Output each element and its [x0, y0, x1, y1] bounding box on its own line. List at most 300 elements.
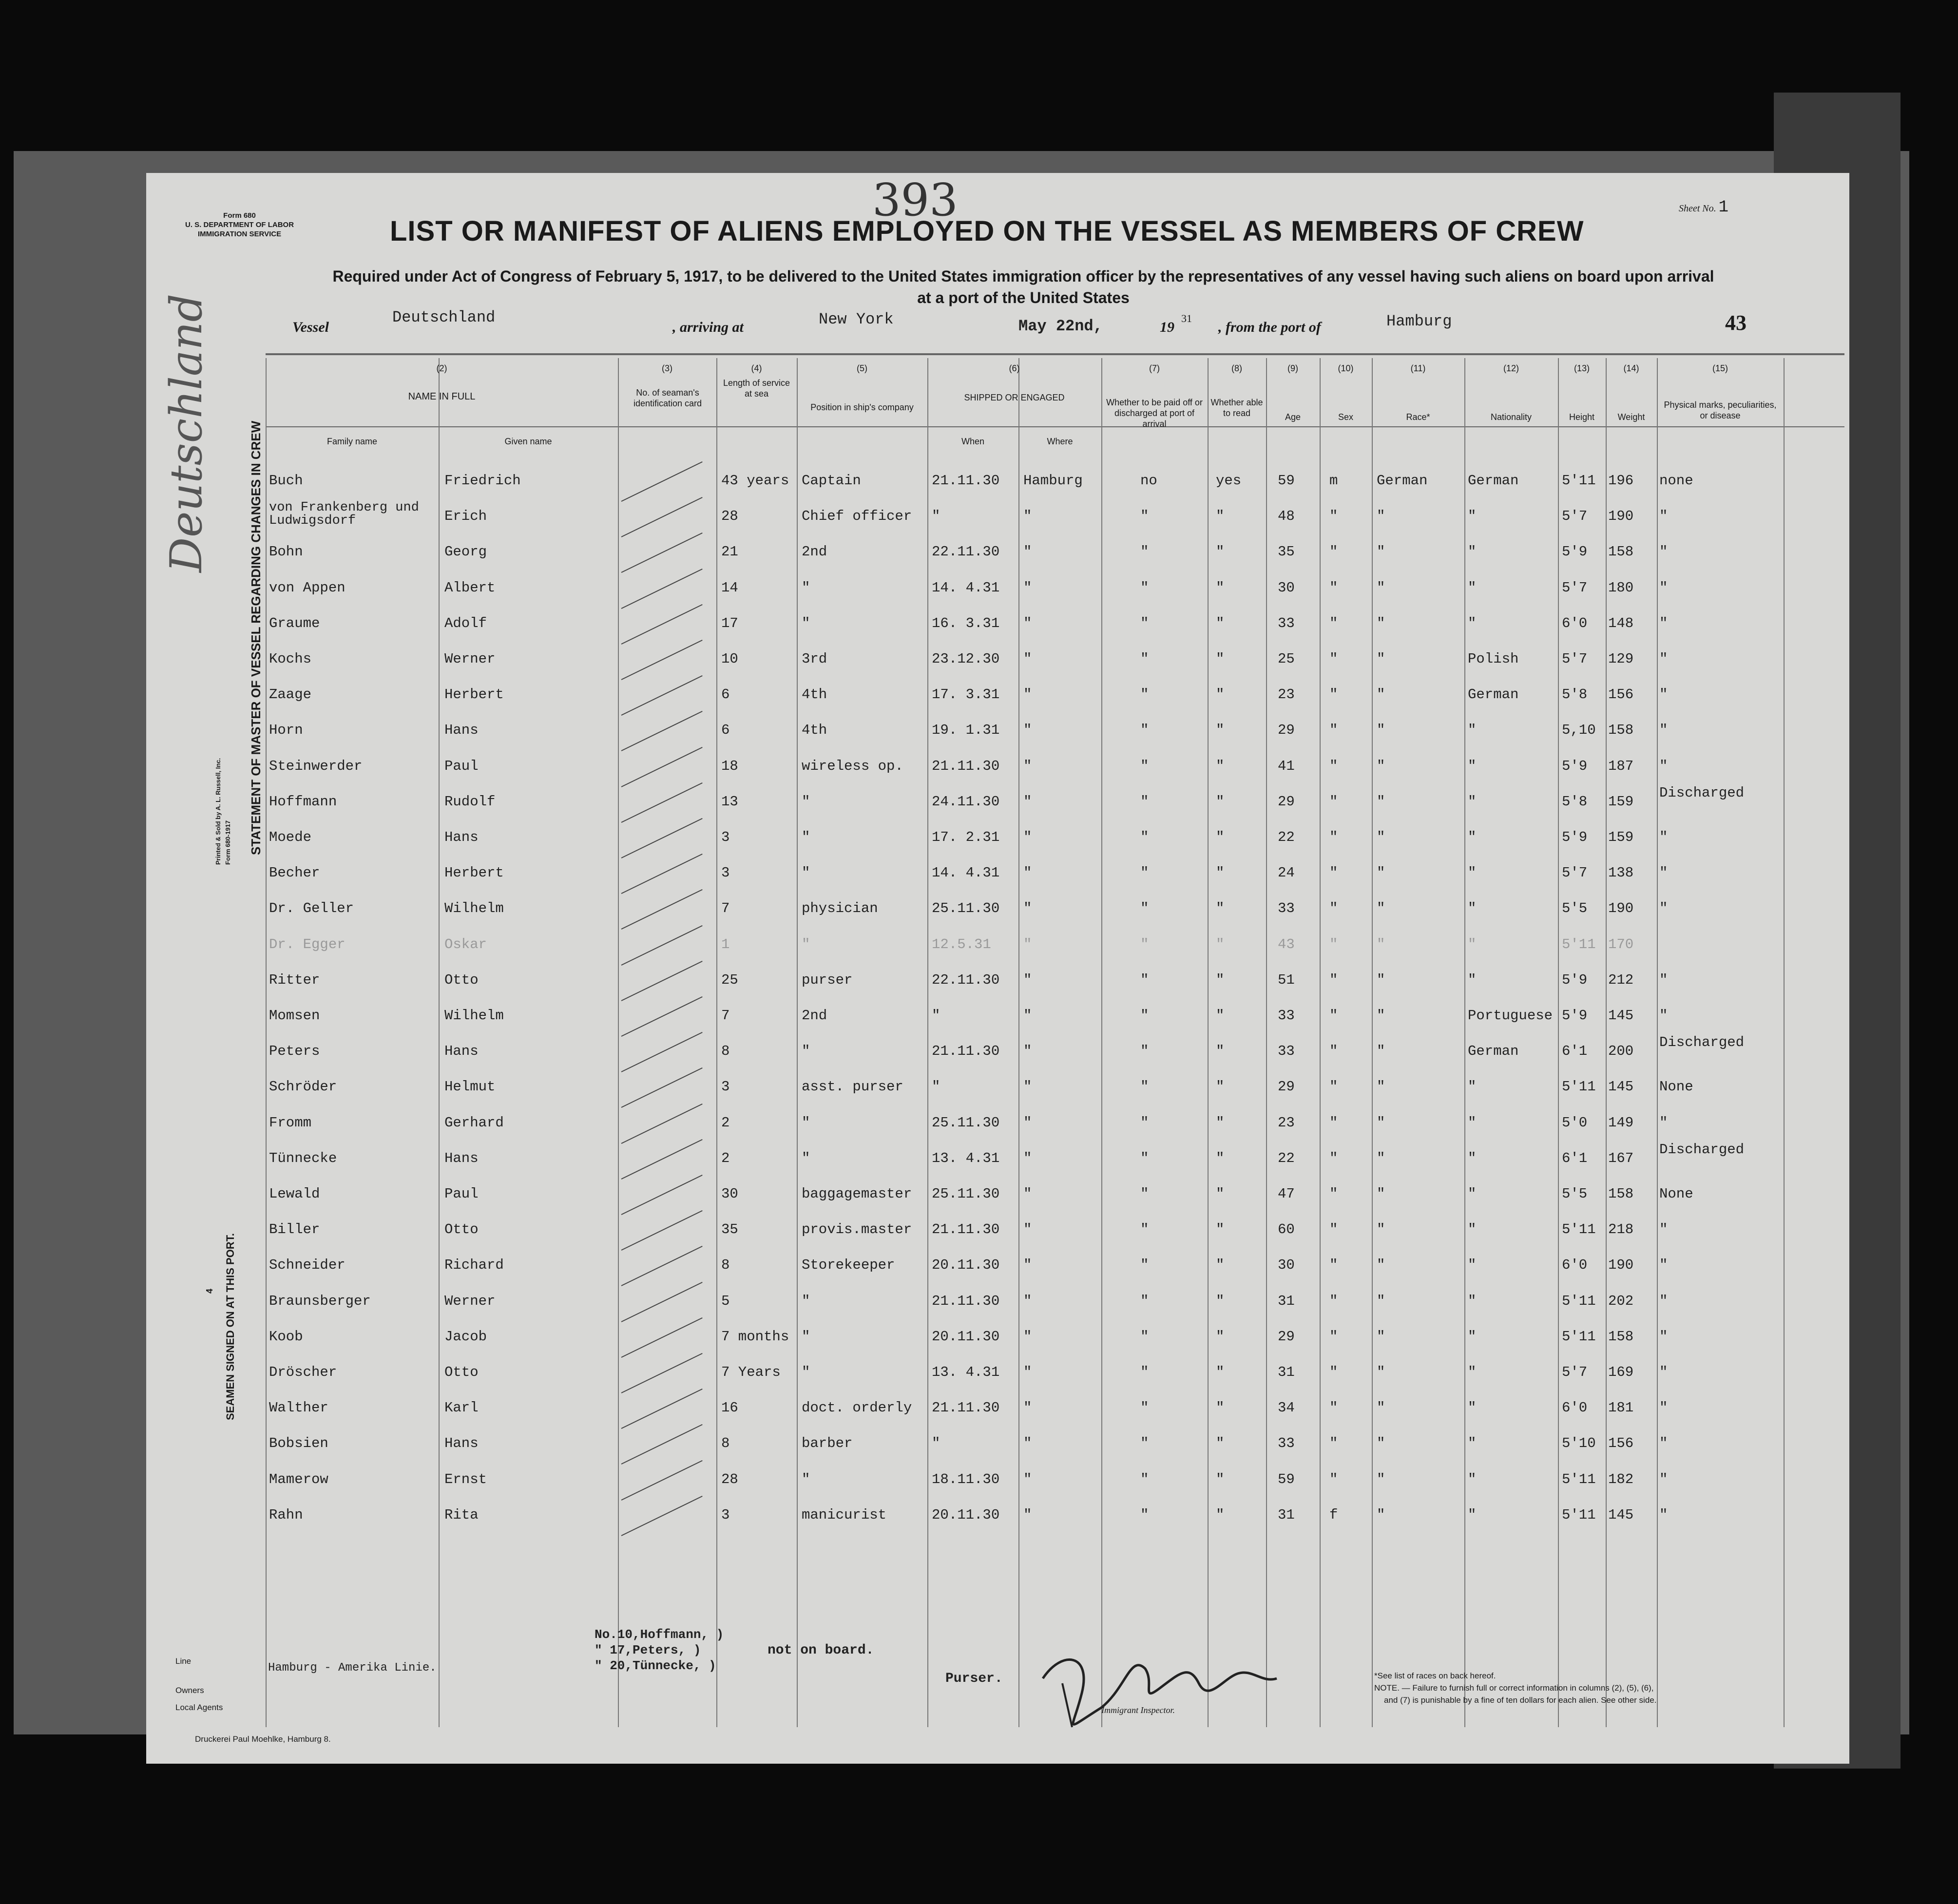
position-cell: purser	[802, 971, 853, 988]
given-name-cell: Wilhelm	[444, 1008, 504, 1024]
weight-cell: 187	[1608, 758, 1634, 774]
weight-cell: 180	[1608, 579, 1634, 596]
race-cell: "	[1377, 1257, 1385, 1274]
col-4-header: Length of service at sea	[723, 378, 790, 399]
race-cell: "	[1377, 508, 1385, 525]
nationality-cell: German	[1468, 473, 1519, 489]
arriving-label: , arriving at	[672, 319, 744, 335]
able-to-read-cell: "	[1216, 686, 1225, 703]
checkmark-icon	[621, 1032, 703, 1072]
race-cell: "	[1377, 793, 1385, 810]
race-cell: "	[1377, 1471, 1385, 1487]
nationality-cell: "	[1468, 829, 1477, 845]
age-cell: 25	[1278, 651, 1295, 667]
given-name-cell: Karl	[444, 1400, 479, 1416]
position-cell: "	[802, 615, 810, 631]
family-name-cell: Schröder	[269, 1079, 337, 1095]
able-to-read-cell: "	[1216, 615, 1225, 631]
family-name-cell: von Appen	[269, 579, 346, 596]
height-cell: 5'7	[1562, 865, 1588, 881]
service-length-cell: 7 Years	[721, 1364, 781, 1380]
family-name-cell: Horn	[269, 722, 303, 739]
family-name-cell: Walther	[269, 1400, 328, 1416]
able-to-read-cell: yes	[1216, 473, 1242, 489]
checkmark-icon	[621, 1104, 703, 1144]
given-name-cell: Rita	[444, 1506, 479, 1523]
nationality-cell: "	[1468, 544, 1477, 560]
position-cell: "	[802, 1328, 810, 1345]
shipped-when-cell: 21.11.30	[932, 473, 1000, 489]
given-name-cell: Wilhelm	[444, 900, 504, 917]
able-to-read-cell: "	[1216, 971, 1225, 988]
able-to-read-cell: "	[1216, 579, 1225, 596]
family-name-cell: Buch	[269, 473, 303, 489]
col-12-number: (12)	[1503, 363, 1519, 373]
col-8-number: (8)	[1231, 363, 1242, 373]
age-cell: 29	[1278, 1328, 1295, 1345]
shipped-where-cell: "	[1023, 829, 1032, 845]
shipped-when-cell: 12.5.31	[932, 936, 991, 952]
paid-off-cell: "	[1140, 544, 1149, 560]
race-cell: "	[1377, 1364, 1385, 1380]
able-to-read-cell: "	[1216, 1328, 1225, 1345]
shipped-where-cell: "	[1023, 1364, 1032, 1380]
col-divider	[1266, 358, 1267, 1727]
col-divider	[1101, 358, 1102, 1727]
position-cell: "	[802, 1043, 810, 1060]
sex-cell: "	[1329, 1114, 1338, 1131]
shipped-where-cell: "	[1023, 1221, 1032, 1238]
checkmark-icon	[621, 640, 703, 680]
service-length-cell: 35	[721, 1221, 738, 1238]
age-cell: 59	[1278, 473, 1295, 489]
position-cell: "	[802, 1364, 810, 1380]
weight-cell: 200	[1608, 1043, 1634, 1060]
sex-cell: "	[1329, 651, 1338, 667]
able-to-read-cell: "	[1216, 544, 1225, 560]
paid-off-cell: "	[1140, 1257, 1149, 1274]
service-length-cell: 30	[721, 1186, 738, 1202]
checkmark-icon	[621, 1424, 703, 1465]
position-cell: 2nd	[802, 544, 827, 560]
position-cell: "	[802, 579, 810, 596]
family-name-cell: Momsen	[269, 1008, 320, 1024]
height-cell: 5'7	[1562, 1364, 1588, 1380]
checkmark-icon	[621, 711, 703, 751]
col-divider	[1784, 358, 1785, 1727]
shipped-where-cell: "	[1023, 971, 1032, 988]
checkmark-icon	[621, 1317, 703, 1358]
given-name-cell: Paul	[444, 758, 479, 774]
able-to-read-cell: "	[1216, 1150, 1225, 1166]
race-cell: "	[1377, 615, 1385, 631]
shipped-when-cell: 21.11.30	[932, 1293, 1000, 1309]
service-length-cell: 10	[721, 651, 738, 667]
handwritten-vessel: Deutschland	[161, 293, 212, 572]
physical-marks-cell: none	[1659, 473, 1693, 489]
nationality-cell: "	[1468, 1186, 1477, 1202]
able-to-read-cell: "	[1216, 1043, 1225, 1060]
col-divider	[1018, 358, 1019, 1727]
age-cell: 59	[1278, 1471, 1295, 1487]
paid-off-cell: "	[1140, 900, 1149, 917]
paid-off-cell: "	[1140, 1293, 1149, 1309]
family-name-cell: Bohn	[269, 544, 303, 560]
family-name-cell: Moede	[269, 829, 312, 845]
shipped-where-cell: "	[1023, 1471, 1032, 1487]
weight-cell: 158	[1608, 722, 1634, 739]
service-length-cell: 2	[721, 1114, 730, 1131]
weight-cell: 218	[1608, 1221, 1634, 1238]
race-cell: "	[1377, 1043, 1385, 1060]
service-length-cell: 14	[721, 579, 738, 596]
age-cell: 23	[1278, 686, 1295, 703]
physical-marks-cell: None	[1659, 1186, 1693, 1202]
sex-cell: "	[1329, 900, 1338, 917]
col-13-header: Height	[1569, 412, 1595, 422]
position-cell: 3rd	[802, 651, 827, 667]
shipped-where-cell: "	[1023, 1150, 1032, 1166]
physical-marks-cell: "	[1659, 900, 1668, 917]
physical-marks-cell: "	[1659, 865, 1668, 881]
physical-marks-cell: "	[1659, 1328, 1668, 1345]
col-9-number: (9)	[1287, 363, 1298, 373]
race-cell: German	[1377, 473, 1428, 489]
col-4-number: (4)	[751, 363, 762, 373]
shipped-when-cell: 18.11.30	[932, 1471, 1000, 1487]
not-on-board-note-1: No.10,Hoffmann, )	[595, 1627, 724, 1642]
col-divider	[716, 358, 717, 1727]
col-divider	[1657, 358, 1658, 1727]
family-name-cell: Dr. Geller	[269, 900, 354, 917]
position-cell: "	[802, 865, 810, 881]
subtitle-line-1: Required under Act of Congress of February 5, 1917, to be delivered to the United States immigration officer by the representatives of any vessel having such aliens on board upon arrival	[332, 267, 1714, 285]
able-to-read-cell: "	[1216, 1506, 1225, 1523]
family-name-cell: Braunsberger	[269, 1293, 371, 1309]
given-name-cell: Hans	[444, 829, 479, 845]
weight-cell: 182	[1608, 1471, 1634, 1487]
position-cell: "	[802, 829, 810, 845]
nationality-cell: "	[1468, 1150, 1477, 1166]
shipped-where-cell: "	[1023, 1043, 1032, 1060]
race-cell: "	[1377, 900, 1385, 917]
paid-off-cell: "	[1140, 1471, 1149, 1487]
given-name-cell: Georg	[444, 544, 487, 560]
family-name-cell: Bobsien	[269, 1435, 328, 1452]
checkmark-icon	[621, 1353, 703, 1393]
family-name-cell: Lewald	[269, 1186, 320, 1202]
race-cell: "	[1377, 1221, 1385, 1238]
given-name-cell: Werner	[444, 651, 496, 667]
age-cell: 29	[1278, 722, 1295, 739]
height-cell: 5'9	[1562, 758, 1588, 774]
race-cell: "	[1377, 829, 1385, 845]
service-length-cell: 3	[721, 865, 730, 881]
seamen-count: 4	[205, 1288, 214, 1294]
race-cell: "	[1377, 1400, 1385, 1416]
weight-cell: 158	[1608, 544, 1634, 560]
shipped-where-cell: "	[1023, 865, 1032, 881]
age-cell: 31	[1278, 1293, 1295, 1309]
nationality-cell: "	[1468, 1328, 1477, 1345]
age-cell: 43	[1278, 936, 1295, 952]
service-length-cell: 6	[721, 686, 730, 703]
shipped-where-cell: "	[1023, 1435, 1032, 1452]
col-divider	[439, 358, 440, 1727]
family-name-cell: Koob	[269, 1328, 303, 1345]
physical-marks-cell: "	[1659, 1008, 1668, 1024]
given-name-cell: Hans	[444, 1435, 479, 1452]
shipped-where-cell: "	[1023, 1186, 1032, 1202]
able-to-read-cell: "	[1216, 508, 1225, 525]
height-cell: 5'7	[1562, 579, 1588, 596]
sex-cell: "	[1329, 579, 1338, 596]
not-on-board-note-3: " 20,Tünnecke, )	[595, 1658, 716, 1673]
col-12-header: Nationality	[1490, 412, 1532, 422]
height-cell: 5'11	[1562, 1293, 1596, 1309]
shipped-where-cell: "	[1023, 579, 1032, 596]
shipped-when-cell: 13. 4.31	[932, 1364, 1000, 1380]
position-cell: baggagemaster	[802, 1186, 912, 1202]
sex-cell: "	[1329, 936, 1338, 952]
able-to-read-cell: "	[1216, 865, 1225, 881]
checkmark-icon	[621, 1139, 703, 1180]
height-cell: 5'8	[1562, 793, 1588, 810]
able-to-read-cell: "	[1216, 1400, 1225, 1416]
given-name-cell: Herbert	[444, 686, 504, 703]
family-name-cell: Schneider	[269, 1257, 346, 1274]
family-name-cell: Graume	[269, 615, 320, 631]
race-cell: "	[1377, 544, 1385, 560]
sex-cell: "	[1329, 1079, 1338, 1095]
sex-cell: "	[1329, 1257, 1338, 1274]
height-cell: 5'11	[1562, 1506, 1596, 1523]
height-cell: 5'5	[1562, 1186, 1588, 1202]
service-length-cell: 8	[721, 1257, 730, 1274]
sex-cell: "	[1329, 722, 1338, 739]
height-cell: 5'7	[1562, 651, 1588, 667]
given-name-cell: Paul	[444, 1186, 479, 1202]
family-name-cell: Peters	[269, 1043, 320, 1060]
sex-cell: "	[1329, 1043, 1338, 1060]
nationality-cell: "	[1468, 1293, 1477, 1309]
col-7-number: (7)	[1149, 363, 1160, 373]
checkmark-icon	[621, 782, 703, 823]
height-cell: 5'11	[1562, 473, 1596, 489]
shipped-when-cell: "	[932, 508, 941, 525]
family-name-cell: Ritter	[269, 971, 320, 988]
race-cell: "	[1377, 1008, 1385, 1024]
shipped-where-cell: "	[1023, 793, 1032, 810]
owners-label: Owners	[175, 1686, 204, 1695]
shipped-when-cell: 20.11.30	[932, 1257, 1000, 1274]
given-name-cell: Rudolf	[444, 793, 496, 810]
position-cell: "	[802, 1150, 810, 1166]
family-name-cell: Tünnecke	[269, 1150, 337, 1166]
able-to-read-cell: "	[1216, 1114, 1225, 1131]
sex-cell: "	[1329, 686, 1338, 703]
col-3-header: No. of seaman's identification card	[633, 388, 702, 408]
shipped-where-cell: "	[1023, 1114, 1032, 1131]
race-cell: "	[1377, 758, 1385, 774]
position-cell: 4th	[802, 722, 827, 739]
age-cell: 41	[1278, 758, 1295, 774]
sex-cell: "	[1329, 1435, 1338, 1452]
col-5-number: (5)	[857, 363, 867, 373]
shipped-where-cell: "	[1023, 686, 1032, 703]
physical-marks-cell: "	[1659, 1293, 1668, 1309]
paid-off-cell: "	[1140, 615, 1149, 631]
family-name-cell: Dröscher	[269, 1364, 337, 1380]
able-to-read-cell: "	[1216, 1008, 1225, 1024]
height-cell: 5'9	[1562, 1008, 1588, 1024]
nationality-cell: "	[1468, 1435, 1477, 1452]
height-cell: 6'1	[1562, 1043, 1588, 1060]
physical-marks-cell: "	[1659, 686, 1668, 703]
checkmark-icon	[621, 1389, 703, 1429]
shipped-where-cell: "	[1023, 544, 1032, 560]
page-mark: 43	[1725, 311, 1747, 335]
service-length-cell: 3	[721, 1079, 730, 1095]
given-name-cell: Otto	[444, 1364, 479, 1380]
service-length-cell: 3	[721, 829, 730, 845]
age-cell: 48	[1278, 508, 1295, 525]
paid-off-cell: no	[1140, 473, 1157, 489]
family-name-cell: Rahn	[269, 1506, 303, 1523]
sex-cell: "	[1329, 1364, 1338, 1380]
service-length-cell: 28	[721, 1471, 738, 1487]
age-cell: 31	[1278, 1364, 1295, 1380]
sex-cell: "	[1329, 508, 1338, 525]
height-cell: 5'9	[1562, 544, 1588, 560]
weight-cell: 156	[1608, 686, 1634, 703]
height-cell: 6'1	[1562, 1150, 1588, 1166]
form-header-block	[185, 211, 294, 239]
shipped-where-cell: "	[1023, 1257, 1032, 1274]
sex-cell: "	[1329, 865, 1338, 881]
col-11-header: Race*	[1406, 412, 1430, 422]
paid-off-cell: "	[1140, 1400, 1149, 1416]
weight-cell: 158	[1608, 1328, 1634, 1345]
able-to-read-cell: "	[1216, 900, 1225, 917]
service-length-cell: 8	[721, 1435, 730, 1452]
given-name-cell: Helmut	[444, 1079, 496, 1095]
col-15-header: Physical marks, peculiarities, or disease	[1664, 400, 1777, 420]
handwritten-number: 393	[872, 174, 958, 226]
shipped-when-cell: 17. 3.31	[932, 686, 1000, 703]
service-length-cell: 18	[721, 758, 738, 774]
shipped-when-cell: 23.12.30	[932, 651, 1000, 667]
weight-cell: 158	[1608, 1186, 1634, 1202]
physical-marks-cell: "	[1659, 829, 1668, 845]
given-name-cell: Werner	[444, 1293, 496, 1309]
checkmark-icon	[621, 1496, 703, 1536]
checkmark-icon	[621, 996, 703, 1037]
paid-off-cell: "	[1140, 1328, 1149, 1345]
family-name-cell: Becher	[269, 865, 320, 881]
race-cell: "	[1377, 1293, 1385, 1309]
nationality-cell: Portuguese	[1468, 1008, 1553, 1024]
position-cell: Chief officer	[802, 508, 912, 525]
checkmark-icon	[621, 854, 703, 894]
master-statement: STATEMENT OF MASTER OF VESSEL REGARDING CHANGES IN CREW	[249, 420, 263, 855]
height-cell: 5'9	[1562, 829, 1588, 845]
nationality-cell: "	[1468, 579, 1477, 596]
weight-cell: 190	[1608, 900, 1634, 917]
weight-cell: 159	[1608, 793, 1634, 810]
family-name-cell: Dr. Egger	[269, 936, 346, 952]
physical-marks-cell: "	[1659, 1114, 1668, 1131]
position-cell: "	[802, 793, 810, 810]
owners-value: Hamburg - Amerika Linie.	[268, 1661, 437, 1675]
service-length-cell: 16	[721, 1400, 738, 1416]
service-length-cell: 3	[721, 1506, 730, 1523]
service-length-cell: 1	[721, 936, 730, 952]
height-cell: 5'11	[1562, 1079, 1596, 1095]
given-name-cell: Friedrich	[444, 473, 521, 489]
shipped-where-cell: "	[1023, 1293, 1032, 1309]
checkmark-icon	[621, 569, 703, 609]
sex-cell: "	[1329, 971, 1338, 988]
not-on-board-label: not on board.	[768, 1643, 874, 1658]
shipped-where-cell: "	[1023, 758, 1032, 774]
position-cell: provis.master	[802, 1221, 912, 1238]
service-length-cell: 21	[721, 544, 738, 560]
race-cell: "	[1377, 936, 1385, 952]
shipped-where-cell: "	[1023, 651, 1032, 667]
sex-cell: "	[1329, 1293, 1338, 1309]
race-cell: "	[1377, 971, 1385, 988]
paid-off-cell: "	[1140, 1150, 1149, 1166]
shipped-when-cell: 21.11.30	[932, 1400, 1000, 1416]
physical-marks-cell: "	[1659, 1435, 1668, 1452]
height-cell: 5'11	[1562, 1328, 1596, 1345]
checkmark-icon	[621, 533, 703, 573]
given-name-cell: Oskar	[444, 936, 487, 952]
height-cell: 5'9	[1562, 971, 1588, 988]
sex-cell: "	[1329, 1150, 1338, 1166]
col-11-number: (11)	[1410, 363, 1426, 373]
year-prefix: 19	[1160, 319, 1174, 335]
family-name-cell: Steinwerder	[269, 758, 363, 774]
shipped-where-cell: "	[1023, 615, 1032, 631]
physical-marks-cell: "	[1659, 544, 1668, 560]
able-to-read-cell: "	[1216, 793, 1225, 810]
paid-off-cell: "	[1140, 686, 1149, 703]
paid-off-cell: "	[1140, 1008, 1149, 1024]
col-10-number: (10)	[1338, 363, 1354, 373]
family-name-cell: Fromm	[269, 1114, 312, 1131]
paid-off-cell: "	[1140, 722, 1149, 739]
shipped-when-cell: "	[932, 1008, 941, 1024]
paid-off-cell: "	[1140, 936, 1149, 952]
paid-off-cell: "	[1140, 1221, 1149, 1238]
col-6-header: SHIPPED OR ENGAGED	[964, 393, 1065, 402]
inspector-signature	[1033, 1635, 1306, 1737]
shipped-when-cell: 25.11.30	[932, 1114, 1000, 1131]
paid-off-cell: "	[1140, 971, 1149, 988]
sheet-label: Sheet No.	[1679, 203, 1716, 214]
position-cell: 2nd	[802, 1008, 827, 1024]
shipped-where-cell: "	[1023, 508, 1032, 525]
col-divider	[797, 358, 798, 1727]
note-line-a: NOTE. — Failure to furnish full or correct information in columns (2), (5), (6),	[1374, 1683, 1654, 1693]
position-cell: "	[802, 1293, 810, 1309]
able-to-read-cell: "	[1216, 829, 1225, 845]
shipped-where-cell: Hamburg	[1023, 473, 1083, 489]
nationality-cell: "	[1468, 1364, 1477, 1380]
service-length-cell: 7 months	[721, 1328, 789, 1345]
